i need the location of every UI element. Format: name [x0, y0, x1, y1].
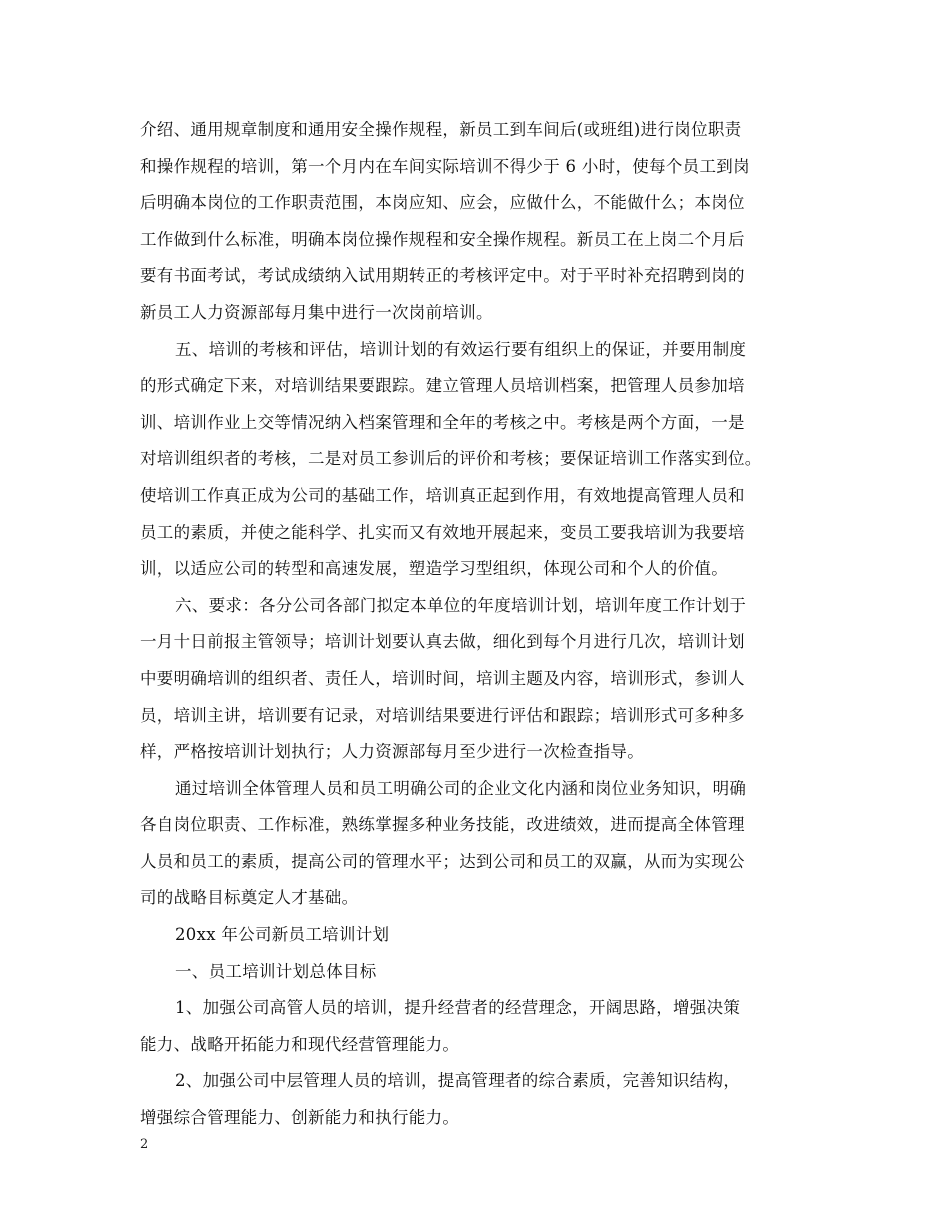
text-line: 员，培训主讲，培训要有记录，对培训结果要进行评估和跟踪；培训形式可多种多 [140, 705, 745, 725]
text-line: 人员和员工的素质，提高公司的管理水平；达到公司和员工的双赢，从而为实现公 [140, 851, 745, 871]
paragraph-start-line: 2、加强公司中层管理人员的培训，提高管理者的综合素质，完善知识结构， [175, 1071, 741, 1091]
text-line: 中要明确培训的组织者、责任人，培训时间，培训主题及内容，培训形式，参训人 [140, 668, 745, 688]
document-heading: 20xx 年公司新员工培训计划 [175, 925, 390, 945]
text-line: 训，以适应公司的转型和高速发展，塑造学习型组织，体现公司和个人的价值。 [140, 559, 728, 579]
paragraph-start-line: 1、加强公司高管人员的培训，提升经营者的经营理念，开阔思路，增强决策 [175, 998, 741, 1018]
text-line: 和操作规程的培训，第一个月内在车间实际培训不得少于 6 小时，使每个员工到岗 [140, 156, 750, 176]
text-line: 员工的素质，并使之能科学、扎实而又有效地开展起来，变员工要我培训为我要培 [140, 522, 745, 542]
paragraph-start-line: 通过培训全体管理人员和员工明确公司的企业文化内涵和岗位业务知识，明确 [175, 778, 747, 798]
text-line: 训、培训作业上交等情况纳入档案管理和全年的考核之中。考核是两个方面，一是 [140, 412, 745, 432]
text-line: 司的战略目标奠定人才基础。 [140, 888, 359, 908]
text-line: 的形式确定下来，对培训结果要跟踪。建立管理人员培训档案，把管理人员参加培 [140, 376, 745, 396]
text-line: 工作做到什么标准，明确本岗位操作规程和安全操作规程。新员工在上岗二个月后 [140, 229, 745, 249]
text-line: 各自岗位职责、工作标准，熟练掌握多种业务技能，改进绩效，进而提高全体管理 [140, 815, 745, 835]
text-line: 增强综合管理能力、创新能力和执行能力。 [140, 1108, 460, 1128]
paragraph-start-line: 六、要求：各分公司各部门拟定本单位的年度培训计划，培训年度工作计划于 [175, 595, 747, 615]
text-line: 要有书面考试，考试成绩纳入试用期转正的考核评定中。对于平时补充招聘到岗的 [140, 266, 745, 286]
document-body [140, 112, 820, 1137]
paragraph-start-line: 五、培训的考核和评估，培训计划的有效运行要有组织上的保证，并要用制度 [175, 339, 747, 359]
text-line: 新员工人力资源部每月集中进行一次岗前培训。 [140, 302, 493, 322]
text-line: 样，严格按培训计划执行；人力资源部每月至少进行一次检查指导。 [140, 742, 644, 762]
section-heading: 一、员工培训计划总体目标 [175, 961, 377, 981]
text-line: 能力、战略开拓能力和现代经营管理能力。 [140, 1034, 460, 1054]
page-number: 2 [140, 1137, 149, 1152]
text-line: 使培训工作真正成为公司的基础工作，培训真正起到作用，有效地提高管理人员和 [140, 485, 745, 505]
text-line: 一月十日前报主管领导；培训计划要认真去做，细化到每个月进行几次，培训计划 [140, 632, 745, 652]
text-line: 后明确本岗位的工作职责范围，本岗应知、应会，应做什么，不能做什么；本岗位 [140, 193, 745, 213]
text-line: 对培训组织者的考核，二是对员工参训后的评价和考核；要保证培训工作落实到位。 [140, 449, 762, 469]
text-line: 介绍、通用规章制度和通用安全操作规程，新员工到车间后(或班组)进行岗位职责 [140, 120, 742, 139]
